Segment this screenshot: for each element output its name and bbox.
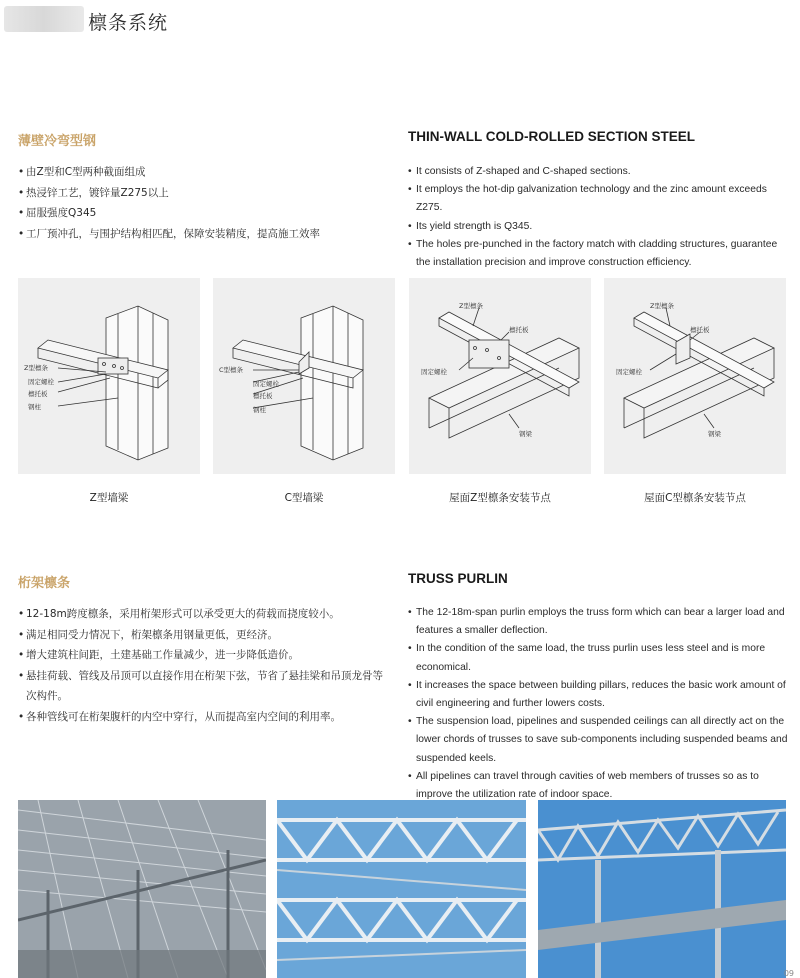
diagram-label: 固定螺栓	[28, 378, 54, 386]
diagram-label: 钢柱	[253, 406, 266, 414]
list-item: • All pipelines can travel through cavities of web members of trusses so as to improve the utilization rate of indoor space.	[408, 768, 793, 804]
list-item: • It increases the space between building pillars, reduces the basic work amount of civil engineering and further lowers costs.	[408, 677, 793, 713]
list-item: • 各种管线可在桁架腹杆的内空中穿行，从而提高室内空间的利用率。	[18, 707, 393, 728]
section1-bullets-en	[408, 163, 792, 272]
diagram-label: 檩托板	[253, 392, 273, 400]
list-item: • It employs the hot-dip galvanization technology and the zinc amount exceeds Z275.	[408, 181, 792, 217]
diagram-caption: 屋面Z型檩条安装节点	[449, 492, 551, 504]
list-item: • The 12-18m-span purlin employs the truss form which can bear a larger load and features a smaller deflection.	[408, 604, 793, 640]
diagram-caption: Z型墙梁	[89, 492, 129, 504]
section1-bullets-cn	[18, 162, 388, 244]
diagram-caption: C型墙梁	[284, 492, 324, 504]
truss-photo-2	[277, 800, 526, 978]
list-item: • 12-18m跨度檩条，采用桁架形式可以承受更大的荷载而挠度较小。	[18, 604, 393, 625]
diagram-c-wall-girt	[213, 278, 395, 474]
list-item: • Its yield strength is Q345.	[408, 218, 792, 236]
list-item: • It consists of Z-shaped and C-shaped sections.	[408, 163, 792, 181]
company-logo	[4, 6, 84, 32]
diagram-label: 固定螺栓	[253, 380, 279, 388]
list-item: • The suspension load, pipelines and suspended ceilings can all directly act on the lower chords of trusses to save sub-components including suspended beams and suspended keels.	[408, 713, 793, 768]
list-item: • 屈服强度Q345	[18, 203, 388, 224]
diagram-label: 檩托板	[509, 326, 529, 334]
diagram-roof-z-purlin	[409, 278, 591, 474]
diagram-label: C型檩条	[219, 366, 244, 374]
diagram-label: 檩托板	[690, 326, 710, 334]
diagram-label: 檩托板	[28, 390, 48, 398]
diagram-caption: 屋面C型檩条安装节点	[644, 492, 746, 504]
diagram-label: Z型檩条	[459, 302, 483, 310]
diagram-label: 固定螺栓	[421, 368, 447, 376]
section2-title-en: TRUSS PURLIN	[408, 571, 508, 586]
list-item: • 增大建筑柱间距，土建基础工作量减少，进一步降低造价。	[18, 645, 393, 666]
diagram-z-wall-girt	[18, 278, 200, 474]
section2-title-cn: 桁架檩条	[18, 576, 71, 591]
diagram-label: 钢柱	[28, 403, 41, 411]
page-title: 檩条系统	[88, 12, 169, 34]
list-item: • 悬挂荷载、管线及吊顶可以直接作用在桁架下弦，节省了悬挂梁和吊顶龙骨等次构件。	[18, 666, 393, 707]
diagram-roof-c-purlin	[604, 278, 786, 474]
truss-photo-1	[18, 800, 266, 978]
list-item: • In the condition of the same load, the truss purlin uses less steel and is more economical.	[408, 640, 793, 676]
list-item: • 热浸锌工艺，镀锌量Z275以上	[18, 183, 388, 204]
section1-title-cn: 薄壁冷弯型钢	[18, 134, 97, 149]
list-item: • 由Z型和C型两种截面组成	[18, 162, 388, 183]
diagram-label: 钢梁	[708, 430, 721, 438]
list-item: • The holes pre-punched in the factory match with cladding structures, guarantee the installation precision and improve construction efficiency.	[408, 236, 792, 272]
page-number: 09	[783, 969, 794, 978]
diagram-label: Z型檩条	[650, 302, 674, 310]
diagram-label: 钢梁	[519, 430, 532, 438]
section2-bullets-en	[408, 604, 793, 804]
list-item: • 满足相同受力情况下，桁架檩条用钢量更低，更经济。	[18, 625, 393, 646]
section2-bullets-cn	[18, 604, 393, 727]
diagram-label: Z型檩条	[24, 364, 48, 372]
truss-photo-3	[538, 800, 786, 978]
list-item: • 工厂预冲孔，与围护结构相匹配，保障安装精度，提高施工效率	[18, 224, 388, 245]
section1-title-en: THIN-WALL COLD-ROLLED SECTION STEEL	[408, 129, 695, 144]
diagram-label: 固定螺栓	[616, 368, 642, 376]
